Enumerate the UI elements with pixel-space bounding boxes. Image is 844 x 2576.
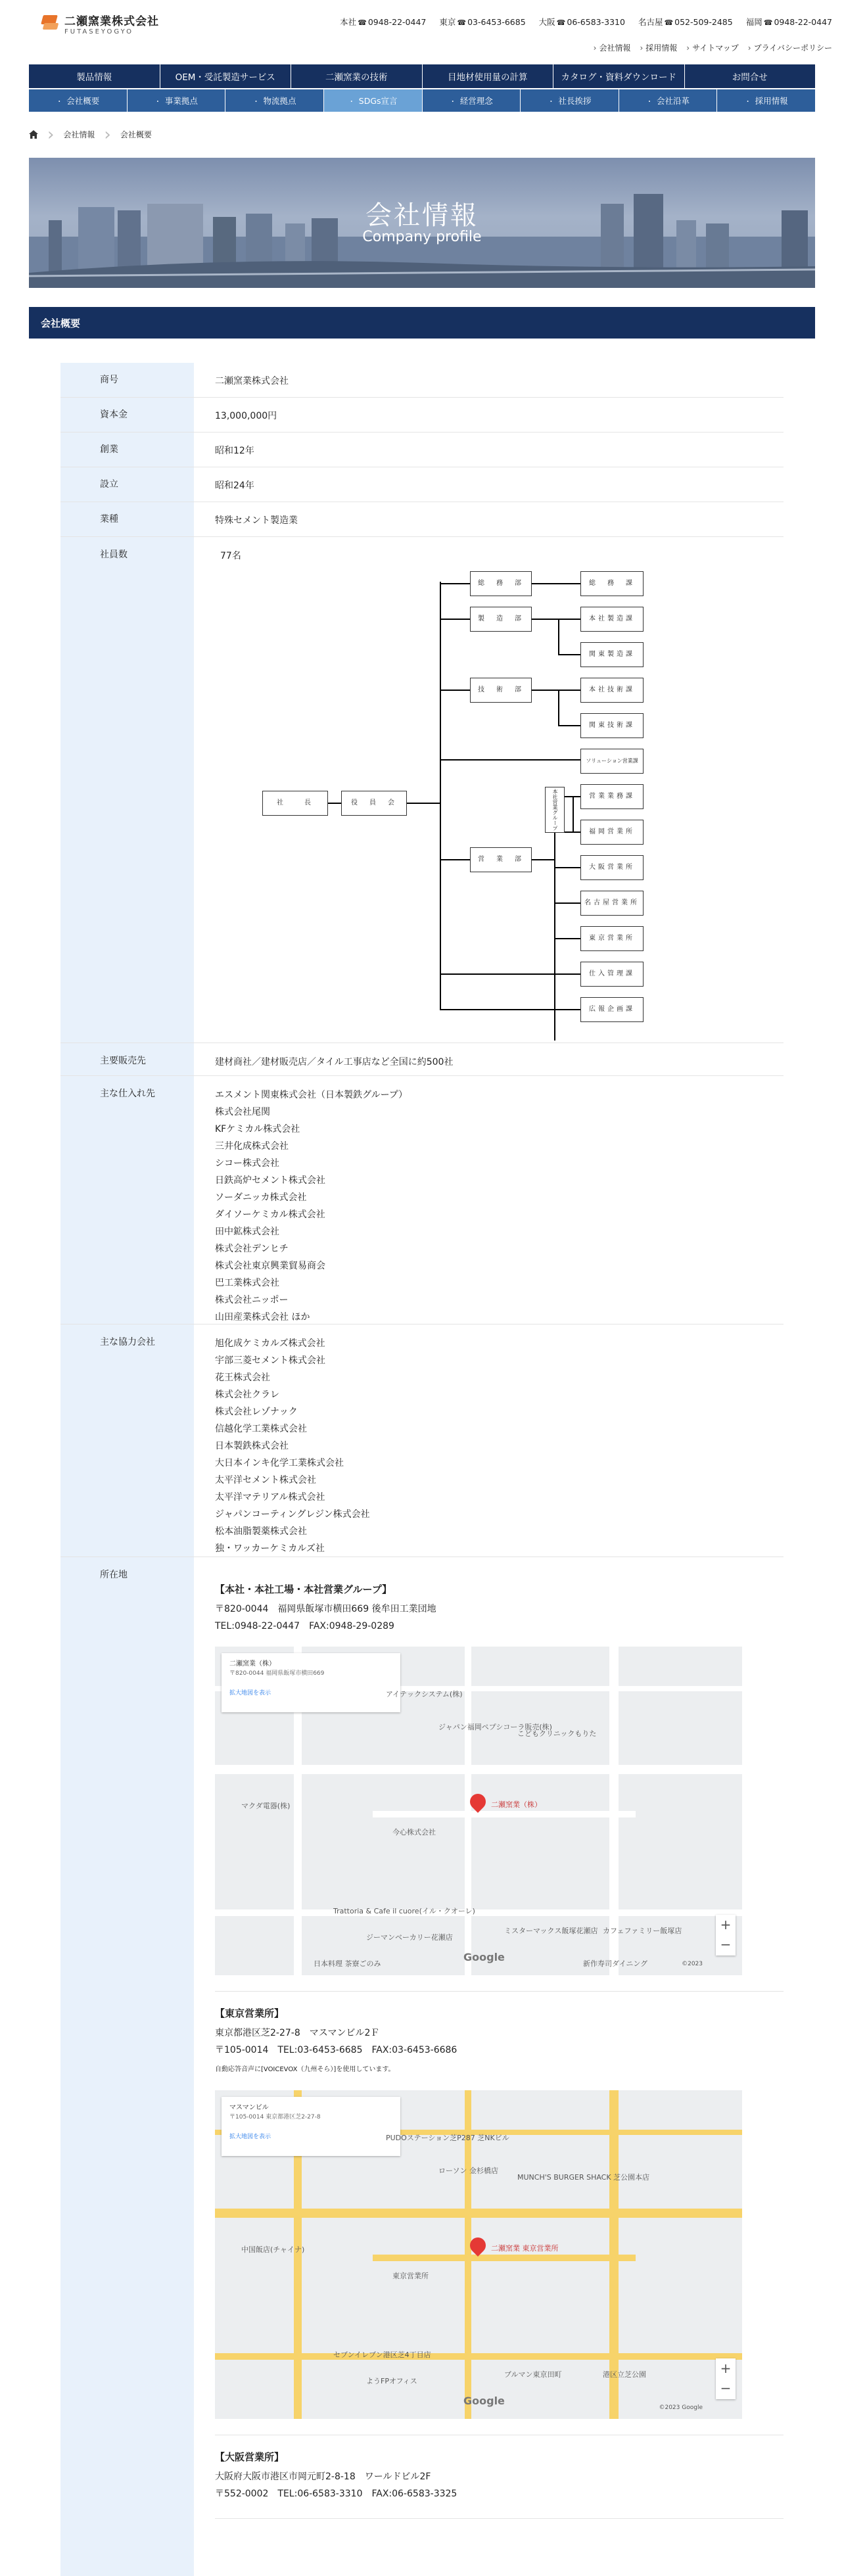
employees-row <box>60 537 784 1043</box>
logo-mark-icon <box>41 14 59 34</box>
bullet-icon: ・ <box>154 98 161 106</box>
bullet-icon: ・ <box>744 98 751 106</box>
office-title: 【大阪営業所】 <box>215 2451 285 2463</box>
office-address-line: 〒820-0044 福岡県飯塚市横田669 後牟田工業団地 <box>215 1604 436 1614</box>
org-connector <box>558 654 580 655</box>
office-address-line: TEL:0948-22-0447 FAX:0948-29-0289 <box>215 1621 394 1631</box>
google-logo: Google <box>463 2395 505 2407</box>
contact-tel: 0948-22-0447 <box>774 17 832 27</box>
profile-row <box>60 398 784 433</box>
org-box-unit: 関東製造課 <box>580 642 644 667</box>
map-card-address: 〒105-0014 東京都港区芝2-27-8 <box>229 2114 321 2120</box>
breadcrumb-separator: › <box>104 124 111 145</box>
list-item: 株式会社デンヒチ <box>215 1244 289 1254</box>
row-label: 主な協力会社 <box>60 1324 194 1557</box>
phone-icon: ☎ <box>358 18 367 27</box>
list-item: 太平洋セメント株式会社 <box>215 1475 316 1486</box>
list-item: ソーダニッカ株式会社 <box>215 1192 307 1203</box>
sub-nav-item[interactable] <box>29 89 127 112</box>
map-place-label: ようFPオフィス <box>366 2377 417 2385</box>
org-connector <box>554 902 580 904</box>
map-larger-link[interactable]: 拡大地図を表示 <box>229 1690 271 1697</box>
org-connector <box>328 803 341 804</box>
profile-row <box>60 433 784 467</box>
org-box-unit: 本社製造課 <box>580 607 644 632</box>
breadcrumb-separator: › <box>47 124 55 145</box>
sub-nav-item[interactable] <box>520 89 619 112</box>
profile-row <box>60 363 784 398</box>
map-card-title: マスマンビル <box>229 2104 269 2111</box>
zoom-in-icon[interactable]: + <box>720 2360 732 2376</box>
home-icon[interactable] <box>29 130 38 139</box>
list-item: 松本油脂製薬株式会社 <box>215 1526 307 1537</box>
google-map[interactable] <box>215 2090 742 2419</box>
contact-phone[interactable] <box>340 16 426 28</box>
breadcrumb-item-current: 会社概要 <box>120 130 152 139</box>
office-title: 【東京営業所】 <box>215 2007 285 2019</box>
sub-nav-item[interactable] <box>323 89 422 112</box>
map-place-label: ミスターマックス飯塚花瀬店 <box>504 1927 598 1935</box>
org-box-unit: 本社技術課 <box>580 678 644 703</box>
list-item: 株式会社ニッポー <box>215 1295 289 1305</box>
list-item: 独・ワッカーケミカルズ社 <box>215 1543 325 1554</box>
contact-phones <box>340 16 832 28</box>
phone-icon: ☎ <box>457 18 467 27</box>
map-larger-link[interactable]: 拡大地図を表示 <box>229 2134 271 2140</box>
map-place-label: マクダ電器(株) <box>241 1802 291 1810</box>
office-address-line: 〒552-0002 TEL:06-6583-3310 FAX:06-6583-3325 <box>215 2489 457 2499</box>
org-connector <box>440 690 470 691</box>
row-label: 主要販売先 <box>60 1043 194 1075</box>
row-value: 特殊セメント製造業 <box>215 515 298 526</box>
org-box-unit: 総 務 課 <box>580 571 644 596</box>
org-connector <box>440 619 470 620</box>
main-nav-item[interactable]: OEM・受託製造サービス <box>160 64 291 88</box>
org-box-unit: 福岡営業所 <box>580 820 644 845</box>
map-place-label: 日本料理 茶寮ごのみ <box>314 1959 381 1968</box>
org-connector <box>532 583 580 584</box>
sub-nav-item[interactable] <box>619 89 717 112</box>
list-item: 信越化学工業株式会社 <box>215 1424 307 1434</box>
org-connector <box>407 803 440 804</box>
office-block <box>215 2435 784 2519</box>
contact-tel: 052-509-2485 <box>674 17 733 27</box>
org-connector <box>554 938 580 939</box>
row-label: 商号 <box>60 363 194 397</box>
company-profile-table <box>60 363 784 2576</box>
contact-city: 東京 <box>439 17 456 27</box>
phone-icon: ☎ <box>556 18 566 27</box>
list-item: 山田産業株式会社 ほか <box>215 1312 310 1323</box>
list-item: 花王株式会社 <box>215 1372 270 1383</box>
map-copyright: ©2023 Google <box>659 2404 703 2411</box>
utility-link[interactable]: › 会社情報 <box>594 42 631 53</box>
org-connector <box>532 690 558 691</box>
utility-link[interactable]: › プライバシーポリシー <box>748 42 832 53</box>
breadcrumb <box>29 124 152 145</box>
org-box-dept: 技 術 部 <box>470 678 532 703</box>
row-label: 資本金 <box>60 398 194 432</box>
contact-phone[interactable] <box>439 16 525 28</box>
row-label: 主な仕入れ先 <box>60 1076 194 1324</box>
google-logo: Google <box>463 1951 505 1963</box>
contact-city: 名古屋 <box>638 17 663 27</box>
list-item: 巴工業株式会社 <box>215 1278 279 1288</box>
org-connector <box>440 973 580 975</box>
map-zoom-control[interactable] <box>716 2358 736 2399</box>
org-connector <box>558 690 580 691</box>
org-box-unit: ソリューション営業課 <box>580 749 644 774</box>
org-connector <box>440 859 470 860</box>
map-place-label: 港区立芝公園 <box>603 2370 646 2379</box>
hero-banner <box>29 158 815 288</box>
map-place-label: 今心株式会社 <box>392 1828 436 1837</box>
sub-nav-label: SDGs宣言 <box>358 96 398 106</box>
sub-nav-label: 物流拠点 <box>263 96 296 106</box>
bullet-icon: ・ <box>449 98 456 106</box>
office-address-line: 〒105-0014 TEL:03-6453-6685 FAX:03-6453-6686 <box>215 2045 457 2055</box>
map-place-label: ジーマンベーカリー花瀬店 <box>366 1933 453 1942</box>
map-place-label: ローソン 金杉橋店 <box>438 2166 499 2175</box>
map-zoom-control[interactable] <box>716 1915 736 1955</box>
row-value: 二瀬窯業株式会社 <box>215 376 289 386</box>
sub-nav <box>29 89 815 112</box>
contact-city: 本社 <box>340 17 357 27</box>
contact-phone[interactable] <box>746 16 832 28</box>
contact-phone[interactable] <box>638 16 733 28</box>
list-item: 旭化成ケミカルズ株式会社 <box>215 1338 325 1349</box>
map-place-label: PUDOステーション芝P287 芝NKビル <box>386 2134 509 2142</box>
phone-icon: ☎ <box>763 18 773 27</box>
org-box-unit: 大阪営業所 <box>580 855 644 880</box>
map-road <box>215 1909 742 1916</box>
map-place-label: 東京営業所 <box>392 2272 429 2280</box>
map-place-label: カフェファミリー飯塚店 <box>603 1927 682 1935</box>
map-place-label: アイテックシステム(株) <box>386 1690 463 1698</box>
profile-row <box>60 467 784 502</box>
contact-city: 福岡 <box>745 17 762 27</box>
org-box-unit: 東京営業所 <box>580 926 644 951</box>
org-box-unit: 営業業務課 <box>580 784 644 809</box>
contact-tel: 0948-22-0447 <box>367 17 427 27</box>
map-place-label: セブンイレブン港区芝4丁目店 <box>333 2351 431 2359</box>
org-box-unit: 関東技術課 <box>580 713 644 738</box>
org-connector <box>440 582 441 1010</box>
row-value: 昭和12年 <box>215 446 254 456</box>
list-item: シコー株式会社 <box>215 1158 279 1169</box>
main-nav-item[interactable]: 目地材使用量の計算 <box>422 64 553 88</box>
list-item: ダイソーケミカル株式会社 <box>215 1209 325 1220</box>
office-note: 自動応答音声に[VOICEVOX（九州そら）]を使用しています。 <box>215 2066 395 2073</box>
main-nav <box>29 64 815 88</box>
utility-link[interactable]: › サイトマップ <box>686 42 739 53</box>
office-address-line: 大阪府大阪市港区市岡元町2-8-18 ワールドビル2F <box>215 2471 431 2482</box>
map-info-card <box>222 1653 400 1712</box>
org-connector <box>558 619 580 620</box>
org-connector <box>440 759 580 761</box>
contact-tel: 06-6583-3310 <box>567 17 625 27</box>
list-item: 株式会社クラレ <box>215 1390 279 1400</box>
employees-value: 77名 <box>220 551 241 561</box>
main-nav-item[interactable]: カタログ・資料ダウンロード <box>553 64 684 88</box>
map-place-label: ジャパン福岡ペプシコーラ販売(株) <box>438 1723 552 1731</box>
list-item: 三井化成株式会社 <box>215 1141 289 1152</box>
list-item: 株式会社レゾナック <box>215 1407 298 1417</box>
company-logo[interactable] <box>41 12 159 35</box>
utility-link[interactable]: › 採用情報 <box>640 42 677 53</box>
map-place-label: こどもクリニックもりた <box>517 1729 597 1738</box>
sub-nav-item[interactable] <box>225 89 323 112</box>
contact-tel: 03-6453-6685 <box>467 17 526 27</box>
hero-title: 会社情報 <box>365 200 479 231</box>
list-item: KFケミカル株式会社 <box>215 1124 300 1135</box>
list-item: 株式会社東京興業貿易商会 <box>215 1261 325 1271</box>
site-header <box>0 0 844 62</box>
hero-subtitle: Company profile <box>362 229 482 245</box>
org-chart <box>220 565 784 1074</box>
row-value: 13,000,000円 <box>215 411 277 421</box>
row-label: 創業 <box>60 433 194 467</box>
bullet-icon: ・ <box>252 98 260 106</box>
org-connector <box>558 619 559 655</box>
map-card-title: 二瀬窯業（株） <box>229 1660 275 1668</box>
bullet-icon: ・ <box>646 98 653 106</box>
main-nav-item[interactable]: 二瀬窯業の技術 <box>291 64 422 88</box>
logo-name-en: FUTASEYOGYO <box>64 28 134 35</box>
org-connector <box>532 619 558 620</box>
org-connector <box>573 796 574 833</box>
org-connector <box>558 690 559 726</box>
org-box-president: 社 長 <box>262 791 328 816</box>
list-item: エスメント関東株式会社（日本製鉄グループ） <box>215 1090 408 1100</box>
customers-value: 建材商社／建材販売店／タイル工事店など全国に約500社 <box>215 1057 454 1067</box>
sub-nav-label: 事業拠点 <box>164 96 198 106</box>
sub-nav-item[interactable] <box>127 89 225 112</box>
bullet-icon: ・ <box>548 98 555 106</box>
list-item: 日鉄高炉セメント株式会社 <box>215 1175 325 1186</box>
contact-city: 大阪 <box>538 17 555 27</box>
bullet-icon: ・ <box>56 98 63 106</box>
sub-nav-label: 経営理念 <box>459 96 493 106</box>
map-place-label: MUNCH'S BURGER SHACK 芝公園本店 <box>517 2173 650 2182</box>
sub-nav-label: 会社沿革 <box>657 96 690 106</box>
org-connector <box>554 867 580 868</box>
org-box-unit: 仕入管理課 <box>580 962 644 987</box>
list-item: 日本製鉄株式会社 <box>215 1441 289 1451</box>
office-block <box>215 1568 784 1992</box>
breadcrumb-item-company[interactable]: 会社情報 <box>63 130 95 139</box>
map-road <box>215 2353 742 2360</box>
list-item: ジャパンコーティングレジン株式会社 <box>215 1509 370 1520</box>
org-box-sales-group: 本社営業グループ <box>545 787 565 833</box>
org-box-dept: 営 業 部 <box>470 847 532 872</box>
org-box-dept: 総 務 部 <box>470 571 532 596</box>
sub-nav-item[interactable] <box>422 89 521 112</box>
row-label: 設立 <box>60 467 194 502</box>
utility-links <box>594 42 832 53</box>
row-label: 所在地 <box>60 1557 194 2576</box>
office-address-line: 東京都港区芝2-27-8 マスマンビル2Ｆ <box>215 2028 380 2038</box>
office-title: 【本社・本社工場・本社営業グループ】 <box>215 1583 392 1595</box>
map-place-label: 中国飯店(チャイナ) <box>241 2245 305 2254</box>
map-pin-label: 二瀬窯業 東京営業所 <box>491 2244 559 2253</box>
org-box-unit: 名古屋営業所 <box>580 891 644 916</box>
map-place-label: Trattoria & Cafe il cuore(イル・クオーレ) <box>333 1907 475 1915</box>
contact-phone[interactable] <box>539 16 625 28</box>
zoom-out-icon[interactable]: − <box>720 1936 732 1952</box>
google-map[interactable] <box>215 1647 742 1975</box>
office-block <box>215 1992 784 2435</box>
org-box-dept: 製 造 部 <box>470 607 532 632</box>
list-item: 田中鉱株式会社 <box>215 1227 279 1237</box>
map-copyright: ©2023 <box>682 1961 703 1967</box>
sub-nav-item[interactable] <box>716 89 815 112</box>
profile-row <box>60 502 784 537</box>
logo-name: 二瀬窯業株式会社 <box>64 15 159 28</box>
zoom-in-icon[interactable]: + <box>720 1917 732 1932</box>
row-label: 業種 <box>60 502 194 536</box>
list-item: 大日本インキ化学工業株式会社 <box>215 1458 344 1468</box>
list-item: 太平洋マテリアル株式会社 <box>215 1492 325 1503</box>
org-box-board: 役 員 会 <box>341 791 407 816</box>
sub-nav-label: 社長挨拶 <box>558 96 592 106</box>
main-nav-item[interactable]: お問合せ <box>684 64 816 88</box>
org-connector <box>532 859 554 860</box>
bullet-icon: ・ <box>348 98 355 106</box>
main-nav-item[interactable]: 製品情報 <box>76 72 112 83</box>
list-item: 株式会社尾関 <box>215 1107 270 1117</box>
phone-icon: ☎ <box>664 18 674 27</box>
map-pin-label: 二瀬窯業（株） <box>491 1800 542 1809</box>
map-info-card <box>222 2097 400 2156</box>
row-value: 昭和24年 <box>215 480 254 491</box>
sub-nav-label: 採用情報 <box>755 96 788 106</box>
map-place-label: ブルマン東京田町 <box>504 2370 562 2379</box>
section-title: 会社概要 <box>29 307 815 339</box>
zoom-out-icon[interactable]: − <box>720 2380 732 2396</box>
map-place-label: 新作寿司ダイニング <box>583 1959 648 1968</box>
org-connector <box>440 583 470 584</box>
list-item: 宇部三菱セメント株式会社 <box>215 1355 325 1366</box>
sub-nav-label: 会社概要 <box>66 96 100 106</box>
org-box-unit: 広報企画課 <box>580 997 644 1022</box>
org-connector <box>558 725 580 726</box>
partners-row <box>60 1324 784 1557</box>
locations-row <box>60 1557 784 2576</box>
map-card-address: 〒820-0044 福岡県飯塚市横田669 <box>229 1670 325 1677</box>
suppliers-row <box>60 1076 784 1324</box>
org-connector <box>440 1009 580 1010</box>
row-label: 社員数 <box>60 537 194 1042</box>
